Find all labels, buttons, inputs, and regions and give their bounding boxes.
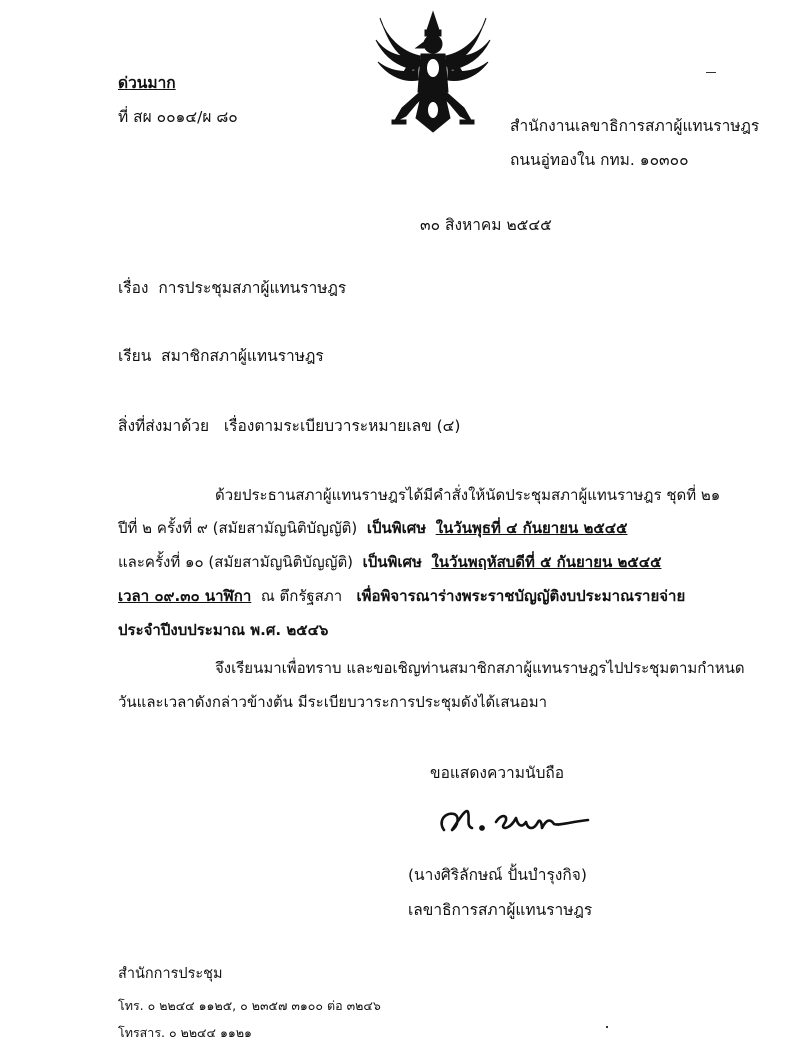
body-p1-line5: ประจำปีงบประมาณ พ.ศ. ๒๕๔๖ [118,621,329,639]
urgency-label: ด่วนมาก [118,74,176,92]
body-p2-line1: จึงเรียนมาเพื่อทราบ และขอเชิญท่านสมาชิกสภาผู้แทนราษฎรไปประชุมตามกำหนด [215,659,745,677]
recipient-line [118,343,324,368]
attachment-label: สิ่งที่ส่งมาด้วย [118,417,210,435]
footer-fax: โทรสาร. ๐ ๒๒๔๔ ๑๑๒๑ [118,1025,252,1040]
meeting-10-session: และครั้งที่ ๑๐ (สมัยสามัญนิติบัญญัติ) [118,553,354,571]
meeting-purpose: เพื่อพิจารณาร่างพระราชบัญญัติงบประมาณรายจ่าย [356,587,686,605]
body-p1-line1: ด้วยประธานสภาผู้แทนราษฎรได้มีคำสั่งให้นัดประชุมสภาผู้แทนราษฎร ชุดที่ ๒๑ [215,486,721,504]
footer-department: สำนักการประชุม [118,966,223,982]
signer-title: เลขาธิการสภาผู้แทนราษฎร [408,901,593,919]
special-label-2: เป็นพิเศษ [362,553,422,571]
meeting-9-date: ในวันพุธที่ ๔ กันยายน ๒๕๔๕ [435,519,628,537]
body-p1-line4 [118,584,685,608]
closing-salutation: ขอแสดงความนับถือ [430,764,565,782]
special-label-1: เป็นพิเศษ [366,519,427,537]
office-name: สำนักงานเลขาธิการสภาผู้แทนราษฎร [510,117,760,135]
meeting-9-session: ปีที่ ๒ ครั้งที่ ๙ (สมัยสามัญนิติบัญญัติ) [118,519,358,537]
body-p1-line2 [118,516,627,540]
letter-date: ๓๐ สิงหาคม ๒๕๔๕ [420,216,552,234]
subject-line [118,275,346,300]
meeting-10-date: ในวันพฤหัสบดีที่ ๕ กันยายน ๒๕๔๕ [431,553,662,571]
recipient-text: สมาชิกสภาผู้แทนราษฎร [161,347,324,365]
footer-telephone: โทร. ๐ ๒๒๔๔ ๑๑๒๕, ๐ ๒๓๕๗ ๓๑๐๐ ต่อ ๓๒๔๖ [118,998,381,1013]
meeting-place: ณ ตึกรัฐสภา [260,587,343,605]
meeting-time: เวลา ๐๙.๓๐ นาฬิกา [118,587,252,605]
handwritten-signature [430,796,600,846]
subject-label: เรื่อง [118,279,149,297]
body-p1-line3 [118,550,661,574]
signer-name: (นางศิริลักษณ์ ปั้นบำรุงกิจ) [408,866,587,884]
subject-text: การประชุมสภาผู้แทนราษฎร [158,279,347,297]
recipient-label: เรียน [118,347,152,365]
reference-number: ที่ สผ ๐๐๑๔/ผ ๘๐ [118,108,238,126]
body-p2-line2: วันและเวลาดังกล่าวข้างต้น มีระเบียบวาระการประชุมดังได้เสนอมา [118,693,548,711]
garuda-emblem-icon [372,8,494,136]
attachment-line [118,413,460,438]
attachment-text: เรื่องตามระเบียบวาระหมายเลข (๔) [223,417,461,435]
office-address: ถนนอู่ทองใน กทม. ๑๐๓๐๐ [510,151,689,169]
